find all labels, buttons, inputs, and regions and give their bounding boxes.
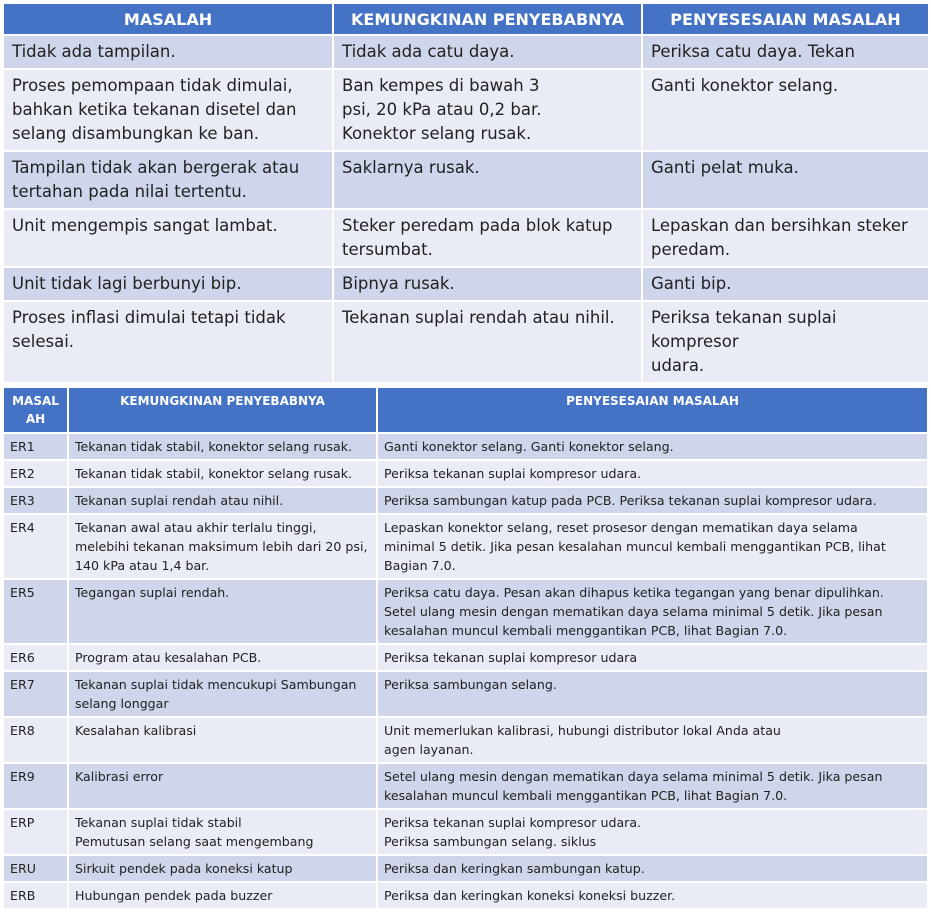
cell-masalah: Proses pemompaan tidak dimulai, bahkan ketika tekanan disetel dan selang disambungkan ke ban. xyxy=(4,70,332,150)
cell-penyelesaian: Periksa catu daya. Pesan akan dihapus ketika tegangan yang benar dipulihkan. Setel ulang mesin dengan mematikan daya selama minimal 5 detik. Jika pesan kesalahan muncul kembali menggantikan PCB, lihat Bagian 7.0. xyxy=(378,580,927,643)
cell-masalah: Unit mengempis sangat lambat. xyxy=(4,210,332,266)
cell-penyelesaian: Periksa dan keringkan koneksi koneksi buzzer. xyxy=(378,883,927,908)
cell-penyelesaian: Periksa tekanan suplai kompresor udara. xyxy=(378,461,927,486)
cell-penyebab: Ban kempes di bawah 3 psi, 20 kPa atau 0,2 bar. Konektor selang rusak. xyxy=(334,70,641,150)
cell-penyebab: Kalibrasi error xyxy=(69,764,376,808)
cell-penyelesaian: Periksa tekanan suplai kompresor udara. xyxy=(643,302,928,382)
cell-code: ER6 xyxy=(4,645,67,670)
table-row xyxy=(4,645,927,670)
cell-penyebab: Tekanan awal atau akhir terlalu tinggi, melebihi tekanan maksimum lebih dari 20 psi, 140 kPa atau 1,4 bar. xyxy=(69,515,376,578)
cell-masalah: Unit tidak lagi berbunyi bip. xyxy=(4,268,332,300)
cell-penyebab: Tekanan suplai rendah atau nihil. xyxy=(69,488,376,513)
cell-penyebab: Tekanan tidak stabil, konektor selang rusak. xyxy=(69,434,376,459)
table-row xyxy=(4,461,927,486)
cell-penyelesaian: Ganti pelat muka. xyxy=(643,152,928,208)
cell-code: ER9 xyxy=(4,764,67,808)
cell-code: ER4 xyxy=(4,515,67,578)
cell-code: ER3 xyxy=(4,488,67,513)
table-header-row xyxy=(4,4,928,34)
table-row xyxy=(4,810,927,854)
cell-penyelesaian: Periksa dan keringkan sambungan katup. xyxy=(378,856,927,881)
error-code-table xyxy=(2,386,929,910)
header-masalah: MASALAH xyxy=(4,4,332,34)
cell-penyelesaian: Ganti konektor selang. xyxy=(643,70,928,150)
cell-penyebab: Kesalahan kalibrasi xyxy=(69,718,376,762)
cell-penyelesaian: Ganti bip. xyxy=(643,268,928,300)
cell-code: ER7 xyxy=(4,672,67,716)
cell-penyebab: Sirkuit pendek pada koneksi katup xyxy=(69,856,376,881)
cell-penyelesaian: Periksa sambungan selang. xyxy=(378,672,927,716)
cell-penyebab: Tegangan suplai rendah. xyxy=(69,580,376,643)
cell-penyelesaian: Periksa sambungan katup pada PCB. Periksa tekanan suplai kompresor udara. xyxy=(378,488,927,513)
table-row xyxy=(4,70,928,150)
cell-penyelesaian: Setel ulang mesin dengan mematikan daya selama minimal 5 detik. Jika pesan kesalahan muncul kembali menggantikan PCB, lihat Bagian 7.0. xyxy=(378,764,927,808)
cell-penyebab: Hubungan pendek pada buzzer xyxy=(69,883,376,908)
cell-penyelesaian: Ganti konektor selang. Ganti konektor selang. xyxy=(378,434,927,459)
cell-code: ERP xyxy=(4,810,67,854)
cell-penyelesaian: Periksa catu daya. Tekan xyxy=(643,36,928,68)
cell-code: ERB xyxy=(4,883,67,908)
table-row xyxy=(4,488,927,513)
cell-penyebab: Steker peredam pada blok katup tersumbat. xyxy=(334,210,641,266)
cell-penyebab: Program atau kesalahan PCB. xyxy=(69,645,376,670)
table-header-row xyxy=(4,388,927,432)
table-row xyxy=(4,268,928,300)
header-penyelesaian: PENYESESAIAN MASALAH xyxy=(378,388,927,432)
cell-penyebab: Bipnya rusak. xyxy=(334,268,641,300)
table-row xyxy=(4,764,927,808)
cell-code: ER5 xyxy=(4,580,67,643)
cell-penyelesaian: Lepaskan dan bersihkan steker peredam. xyxy=(643,210,928,266)
cell-penyebab: Tekanan suplai tidak stabil Pemutusan selang saat mengembang xyxy=(69,810,376,854)
table-row xyxy=(4,580,927,643)
cell-penyebab: Tekanan suplai tidak mencukupi Sambungan selang longgar xyxy=(69,672,376,716)
table-row xyxy=(4,718,927,762)
table-row xyxy=(4,434,927,459)
header-penyebab: KEMUNGKINAN PENYEBABNYA xyxy=(69,388,376,432)
troubleshooting-table xyxy=(2,2,930,384)
cell-penyebab: Saklarnya rusak. xyxy=(334,152,641,208)
table-row xyxy=(4,152,928,208)
table-row xyxy=(4,883,927,908)
table-row xyxy=(4,672,927,716)
cell-code: ER1 xyxy=(4,434,67,459)
cell-masalah: Tampilan tidak akan bergerak atau tertahan pada nilai tertentu. xyxy=(4,152,332,208)
cell-penyebab: Tekanan suplai rendah atau nihil. xyxy=(334,302,641,382)
cell-code: ERU xyxy=(4,856,67,881)
cell-penyelesaian: Lepaskan konektor selang, reset prosesor dengan mematikan daya selama minimal 5 detik. Jika pesan kesalahan muncul kembali menggantikan PCB, lihat Bagian 7.0. xyxy=(378,515,927,578)
cell-penyelesaian: Unit memerlukan kalibrasi, hubungi distributor lokal Anda atau agen layanan. xyxy=(378,718,927,762)
cell-penyelesaian: Periksa tekanan suplai kompresor udara. Periksa sambungan selang. siklus xyxy=(378,810,927,854)
cell-code: ER8 xyxy=(4,718,67,762)
cell-penyelesaian: Periksa tekanan suplai kompresor udara xyxy=(378,645,927,670)
cell-masalah: Proses inflasi dimulai tetapi tidak selesai. xyxy=(4,302,332,382)
table-row xyxy=(4,515,927,578)
table-row xyxy=(4,36,928,68)
table-row xyxy=(4,302,928,382)
cell-code: ER2 xyxy=(4,461,67,486)
cell-masalah: Tidak ada tampilan. xyxy=(4,36,332,68)
table-row xyxy=(4,210,928,266)
header-masalah: MASAL AH xyxy=(4,388,67,432)
table-row xyxy=(4,856,927,881)
header-penyebab: KEMUNGKINAN PENYEBABNYA xyxy=(334,4,641,34)
cell-penyebab: Tekanan tidak stabil, konektor selang rusak. xyxy=(69,461,376,486)
cell-penyebab: Tidak ada catu daya. xyxy=(334,36,641,68)
header-penyelesaian: PENYESESAIAN MASALAH xyxy=(643,4,928,34)
